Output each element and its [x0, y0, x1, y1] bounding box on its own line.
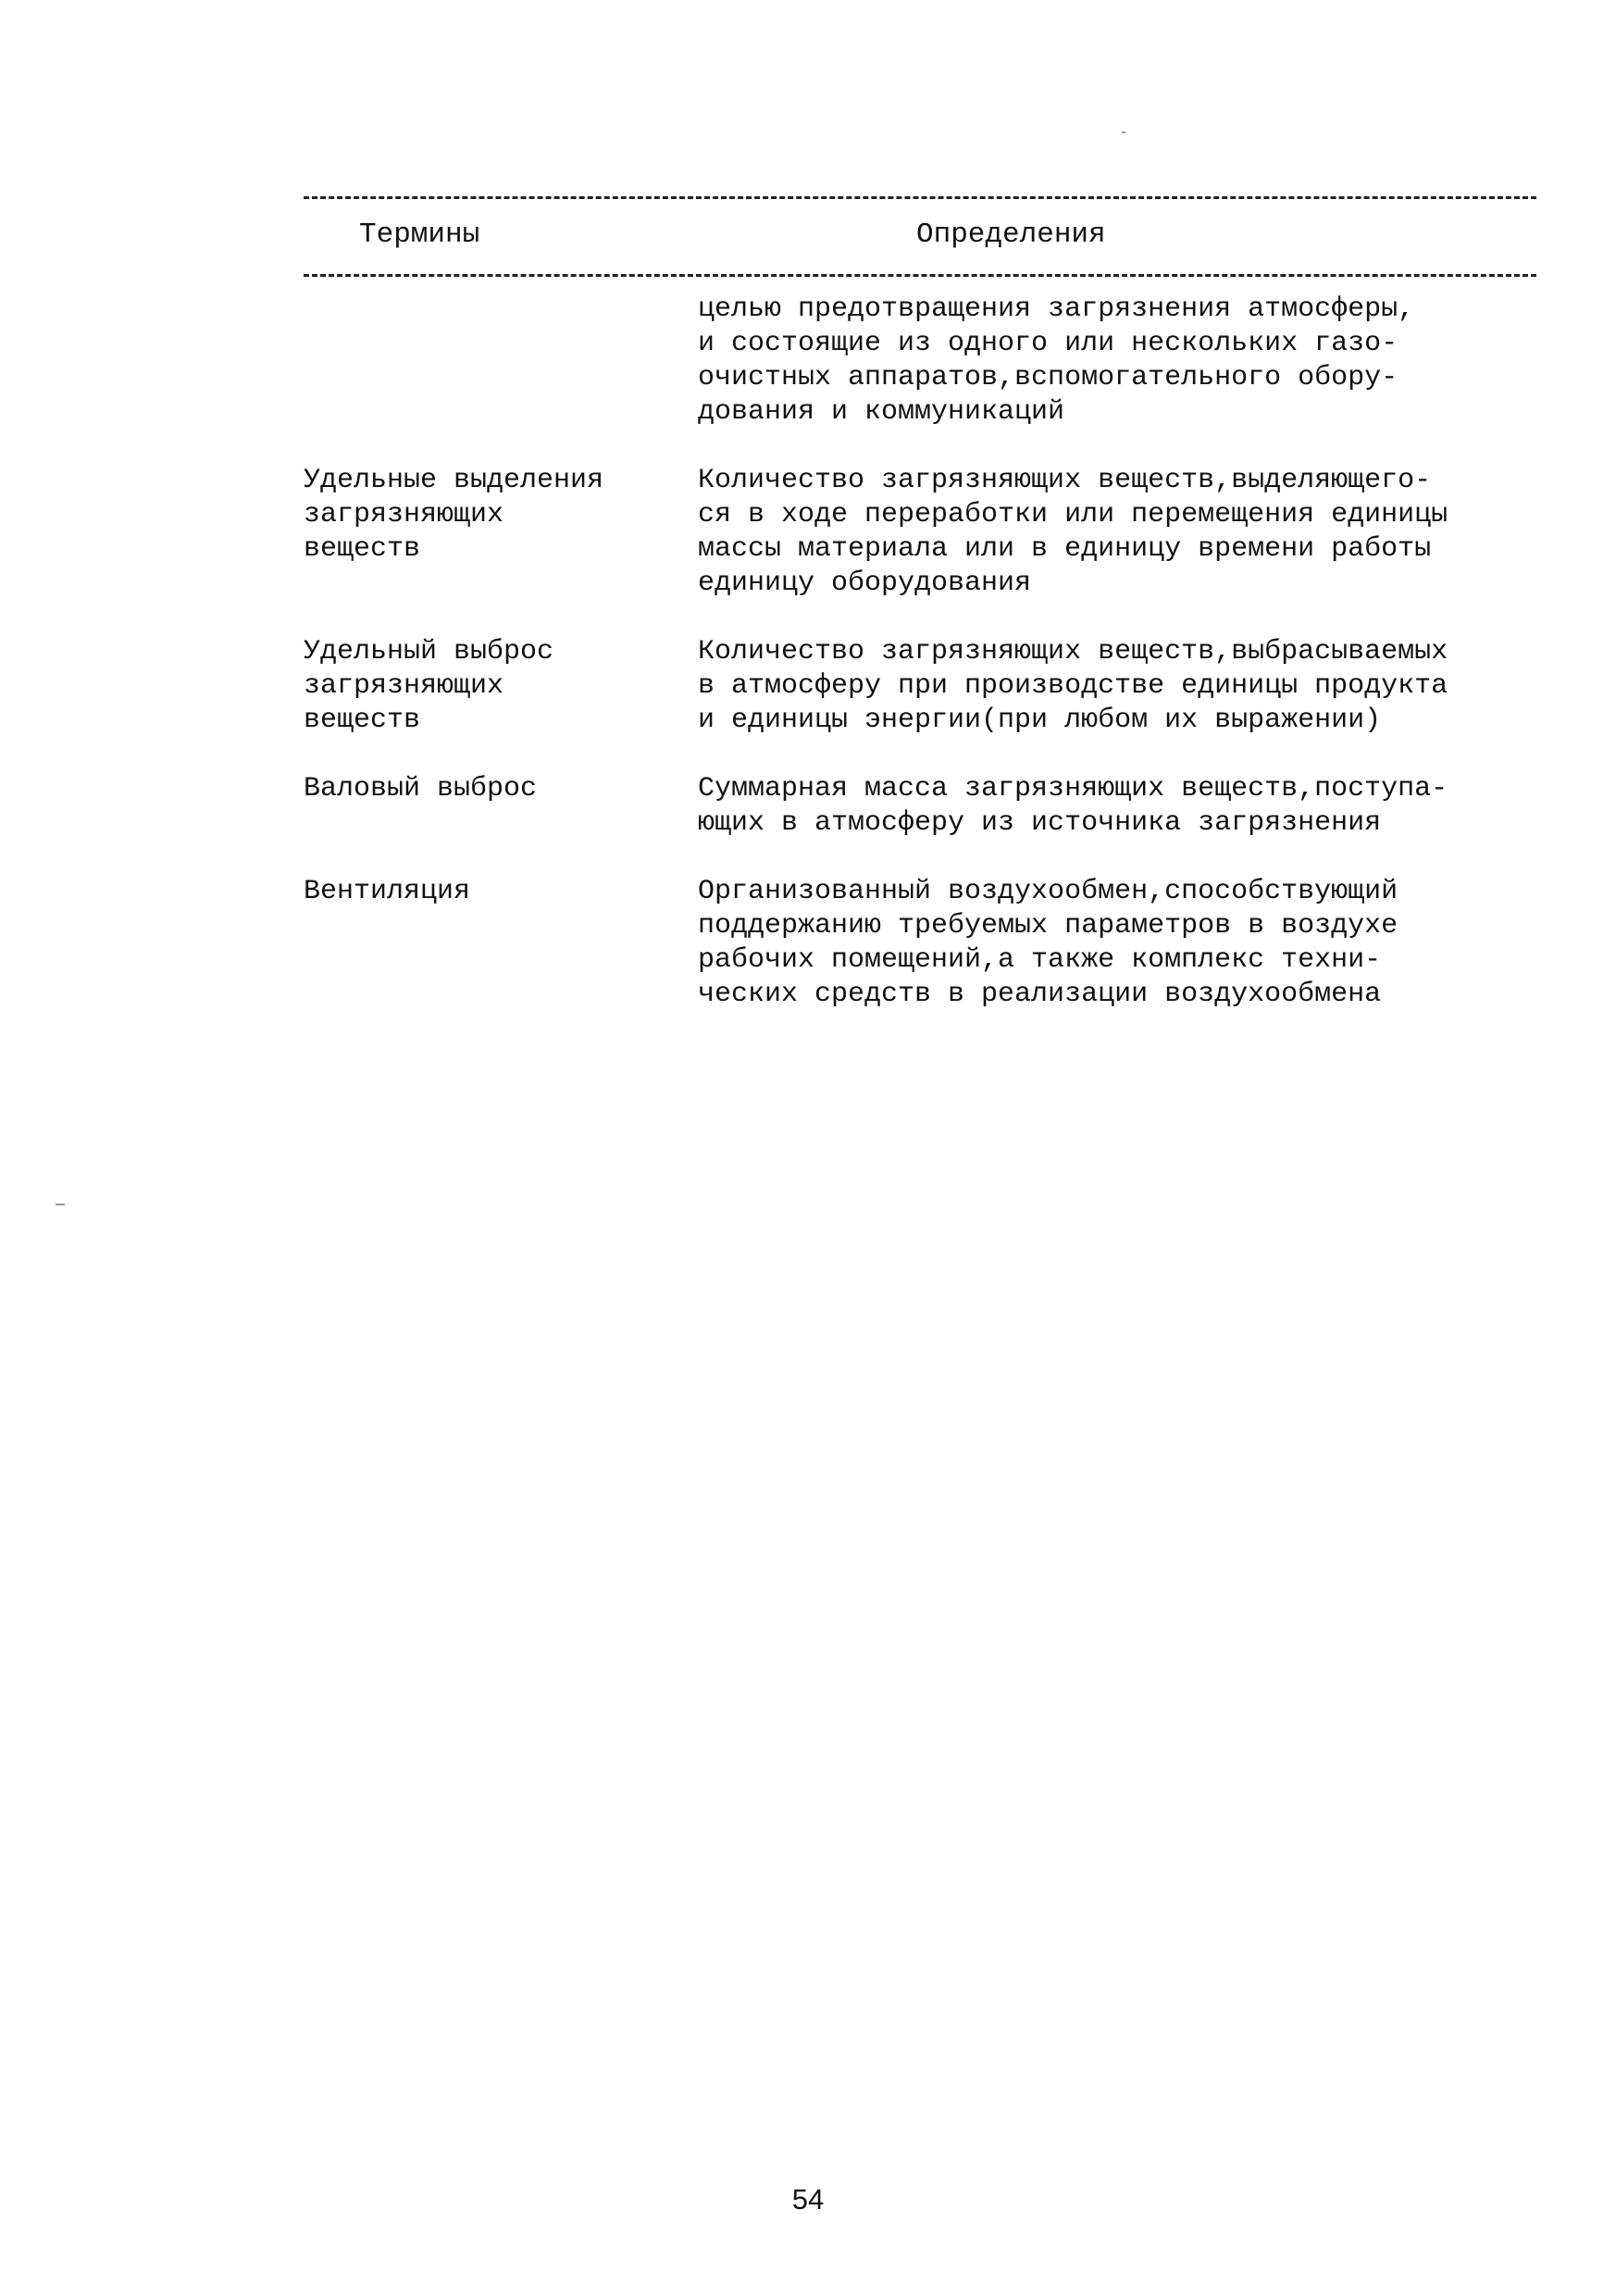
term-cell: Валовый выброс [304, 773, 538, 805]
table-row [304, 772, 1536, 841]
scan-speck [1122, 131, 1125, 133]
table-row [304, 293, 1536, 430]
page-number: 54 [791, 2183, 825, 2215]
scan-speck [56, 1204, 65, 1205]
term-cell: Вентиляция [304, 876, 471, 907]
definition-cell: целью предотвращения загрязнения атмосферы, и состоящие из одного или нескольких газо- очистных аппаратов,вспомогательного обору- дования и коммуникаций [698, 293, 1415, 428]
column-header-terms: Термины [359, 218, 480, 251]
term-cell: Удельный выброс загрязняющих веществ [304, 636, 554, 736]
table-row [304, 635, 1536, 738]
definition-cell: Организованный воздухообмен,способствующий поддержанию требуемых параметров в воздухе рабочих помещений,а также комплекс техни- ческих средств в реализации воздухообмена [698, 876, 1398, 1010]
definition-cell: Суммарная масса загрязняющих веществ,поступа- ющих в атмосферу из источника загрязнения [698, 773, 1448, 839]
table-header-rule [304, 274, 1536, 277]
definition-cell: Количество загрязняющих веществ,выделяющего- ся в ходе переработки или перемещения единицы массы материала или в единицу времени работы единицу оборудования [698, 465, 1448, 599]
terms-table-body [304, 293, 1536, 1046]
column-header-definitions: Определения [916, 218, 1106, 251]
table-top-rule [304, 196, 1536, 199]
table-row [304, 875, 1536, 1012]
term-cell: Удельные выделения загрязняющих веществ [304, 465, 604, 565]
table-row [304, 464, 1536, 601]
definition-cell: Количество загрязняющих веществ,выбрасываемых в атмосферу при производстве единицы продукта и единицы энергии(при любом их выражении) [698, 636, 1448, 736]
term-cell [304, 293, 698, 430]
